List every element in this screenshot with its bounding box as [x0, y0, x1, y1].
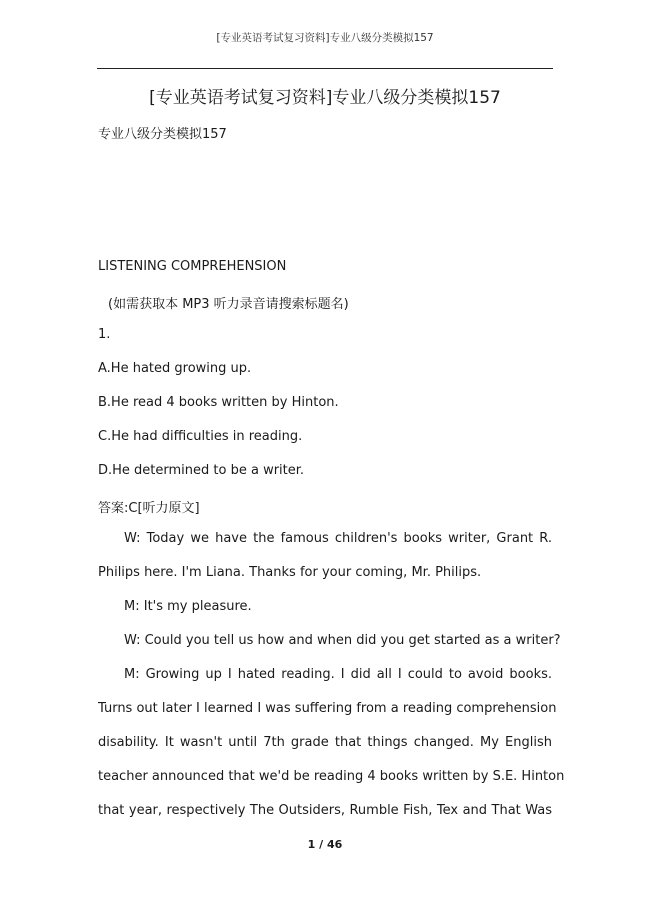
transcript-line: teacher announced that we'd be reading 4 books written by S.E. Hinton [98, 769, 565, 784]
header-divider [97, 68, 553, 69]
transcript-line: M: Growing up I hated reading. I did all I could to avoid books. [124, 667, 552, 682]
transcript-line: Turns out later I learned I was suffering from a reading comprehension [98, 701, 557, 716]
transcript-line: disability. It wasn't until 7th grade that things changed. My English [98, 735, 552, 750]
page-indicator: 1 / 46 [307, 838, 343, 851]
option-c: C.He had difficulties in reading. [98, 429, 303, 444]
transcript-line: W: Could you tell us how and when did you get started as a writer? [124, 633, 561, 648]
transcript-line: W: Today we have the famous children's books writer, Grant R. [124, 531, 552, 546]
audio-note: (如需获取本 MP3 听力录音请搜索标题名) [108, 297, 349, 312]
option-b: B.He read 4 books written by Hinton. [98, 395, 339, 410]
answer-line: 答案:C[听力原文] [98, 501, 200, 516]
transcript-line: M: It's my pleasure. [124, 599, 252, 614]
transcript-line: Philips here. I'm Liana. Thanks for your coming, Mr. Philips. [98, 565, 482, 580]
document-title: [专业英语考试复习资料]专业八级分类模拟157 [149, 88, 501, 108]
transcript-line: that year, respectively The Outsiders, Rumble Fish, Tex and That Was [98, 803, 552, 818]
document-subtitle: 专业八级分类模拟157 [98, 127, 227, 142]
option-a: A.He hated growing up. [98, 361, 252, 376]
running-header: [专业英语考试复习资料]专业八级分类模拟157 [216, 32, 434, 44]
option-d: D.He determined to be a writer. [98, 463, 305, 478]
section-heading: LISTENING COMPREHENSION [98, 259, 287, 274]
question-number: 1. [98, 327, 111, 342]
